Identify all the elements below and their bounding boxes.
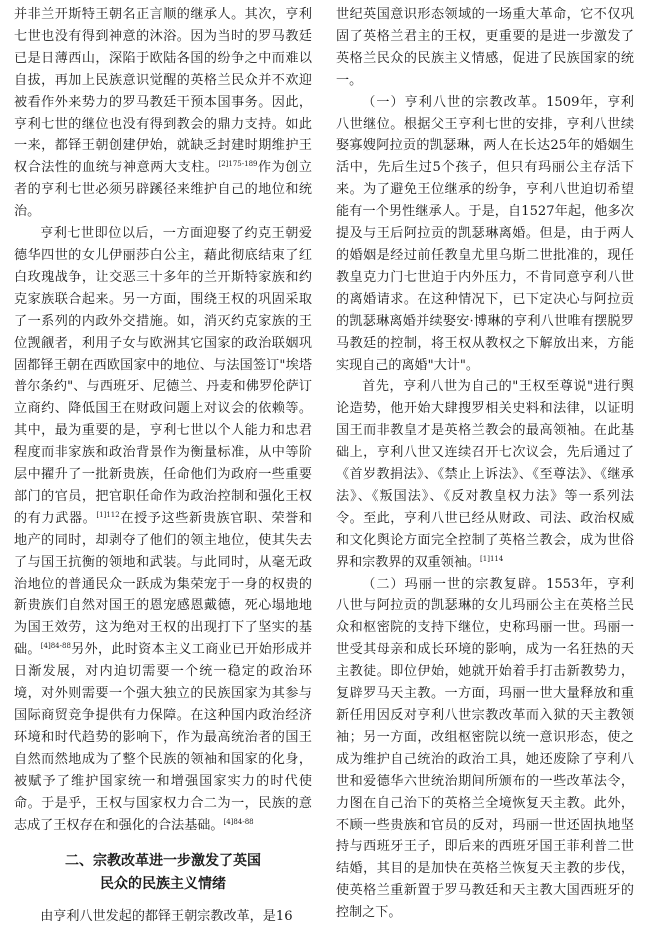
paragraph-text: 另外，此时资本主义工商业已开始形成并日渐发展，对内迫切需要一个统一稳定的政治环境，对外则需要一个强大独立的民族国家为其参与国际商贸竞争提供有力保障。在这种国内政治经济环境和时代趋势的影响下，作为最高统治者的国王自然而然地成为了整个民族的领袖和国家的化身，被赋予了维护国家统一和增强国家实力的时代使命。于是乎，王权与国家权力合二为一，民族的意志成了王权存在和强化的合法基础。 [14, 642, 313, 833]
section-heading-line: 民众的民族主义情绪 [100, 876, 226, 893]
paragraph [336, 92, 634, 377]
section-heading-line: 二、宗教改革进一步激发了英国 [65, 853, 261, 870]
paragraph [336, 376, 634, 573]
paragraph [336, 574, 634, 925]
paragraph-text: 在授予这些新贵族官职、荣誉和地产的同时，却剥夺了他们的领主地位，使其失去了与国王抗衡的领地和武装。与此同时，从毫无政治地位的普通民众一跃成为集荣宠于一身的权贵的新贵族们自然对国王的恩宠感恩戴德，死心塌地地为国王效劳，这为绝对王权的出现打下了坚实的基础。 [14, 510, 313, 658]
paragraph [14, 906, 312, 928]
paragraph-text: 世纪英国意识形态领域的一场重大革命，它不仅巩固了英格兰君主的王权，更重要的是进一步激发了英格兰民众的民族主义情感，促进了民族国家的统一。 [336, 7, 634, 88]
citation-ref: [1]112 [96, 510, 120, 519]
citation-ref: [1]114 [480, 554, 504, 563]
subsection-title: （二）玛丽一世的宗教复辟。 [362, 576, 547, 592]
paragraph-text: 由亨利八世发起的都铎王朝宗教改革，是16 [40, 909, 293, 925]
section-heading [14, 850, 312, 896]
citation-ref: [4]84-88 [40, 642, 71, 651]
paragraph-text: 亨利七世即位以后，一方面迎娶了约克王朝爱德华四世的女儿伊丽莎白公主，藉此彻底结束了红白玫瑰战争，让交恶三十多年的兰开斯特家族和约克家族联合起来。另一方面，围绕王权的巩固采取了一系列的内政外交措施。如，消灭约克家族的王位觊觎者，利用子女与欧洲其它国家的政治联姻巩固都铎王朝在西欧国家中的地位、与法国签订"埃塔普尔条约"、与西班牙、尼德兰、丹麦和佛罗伦萨订立商约、降低国王在财政问题上对议会的依赖等。其中，最为重要的是，亨利七世以个人能力和忠君程度而非家族和政治背景作为衡量标准，从中等阶层中擢升了一批新贵族，任命他们为政府一些重要部门的官员，把官职任命作为政治控制和强化王权的有力武器。 [14, 226, 312, 526]
paragraph [336, 4, 634, 92]
paragraph-text: 1553年，亨利八世与阿拉贡的凯瑟琳的女儿玛丽公主在英格兰民众和枢密院的支持下继位，史称玛丽一世。玛丽一世受其母亲和成长环境的影响，成为一名狂热的天主教徒。即位伊始，她就开始着手打击新教势力，复辟罗马天主教。一方面，玛丽一世大量释放和重新任用因反对亨利八世宗教改革而入狱的天主教领袖；另一方面，改组枢密院以统一意识形态，使之成为维护自己统治的政治工具，她还废除了亨利八世和爱德华六世统治期间所颁布的一些改革法令，力图在自己治下的英格兰全境恢复天主教。此外，不顾一些贵族和官员的反对，玛丽一世还固执地坚持与西班牙王子，即后来的西班牙国王菲利普二世结婚，其目的是加快在英格兰恢复天主教的步伐，使英格兰重新置于罗马教廷和天主教大国西班牙的控制之下。 [336, 576, 635, 921]
paragraph-text: 作为创立者的亨利七世必须另辟蹊径来维护自己的地位和统治。 [14, 160, 313, 220]
paragraph [14, 223, 312, 836]
paragraph-text: 并非兰开斯特王朝名正言顺的继承人。其次，亨利七世也没有得到神意的沐浴。因为当时的罗马教廷已是日薄西山，深陷于欧陆各国的纷争之中而难以自拔，再加上民族意识觉醒的英格兰民众并不欢迎被看作外来势力的罗马教廷干预本国事务。因此，亨利七世的继位也没有得到教会的鼎力支持。如此一来，都铎王朝创建伊始，就缺乏封建时期维护王权合法性的血统与神意两大支柱。 [14, 7, 312, 176]
left-column [14, 4, 313, 925]
paragraph-text: 首先，亨利八世为自己的"王权至尊说"进行舆论造势，他开始大肆搜罗相关史料和法律，以证明国王而非教皇才是英格兰教会的最高领袖。在此基础上，亨利八世又连续召开七次议会，先后通过了《首岁教捐法》、《禁止上诉法》、《至尊法》、《继承法》、《叛国法》、《反对教皇权力法》等一系列法令。至此，亨利八世已经从财政、司法、政治权威和文化舆论方面完全控制了英格兰教会，成为世俗界和宗教界的双重领袖。 [336, 379, 634, 570]
subsection-title: （一）亨利八世的宗教改革。 [362, 94, 547, 110]
paragraph-text: 1509年，亨利八世继位。根据父王亨利七世的安排，亨利八世续娶寡嫂阿拉贡的凯瑟琳，两人在长达25年的婚姻生活中，先后生过5个孩子，但只有玛丽公主存活下来。为了避免王位继承的纷争，亨利八世迫切希望能有一个男性继承人。于是，自1527年起，他多次提及与王后阿拉贡的凯瑟琳离婚。但是，由于两人的婚姻是经过前任教皇尤里乌斯二世批准的，现任教皇克力门七世迫于内外压力，不肯同意亨利八世的离婚请求。在这种情况下，已下定决心与阿拉贡的凯瑟琳离婚并续娶安·博琳的亨利八世唯有摆脱罗马教廷的控制，将王权从教权之下解放出来，方能实现自己的离婚"大计"。 [336, 94, 635, 373]
citation-ref: [2]175-189 [218, 160, 258, 169]
paragraph [14, 4, 312, 223]
citation-ref: [4]84-88 [223, 817, 254, 826]
right-column [336, 4, 635, 921]
